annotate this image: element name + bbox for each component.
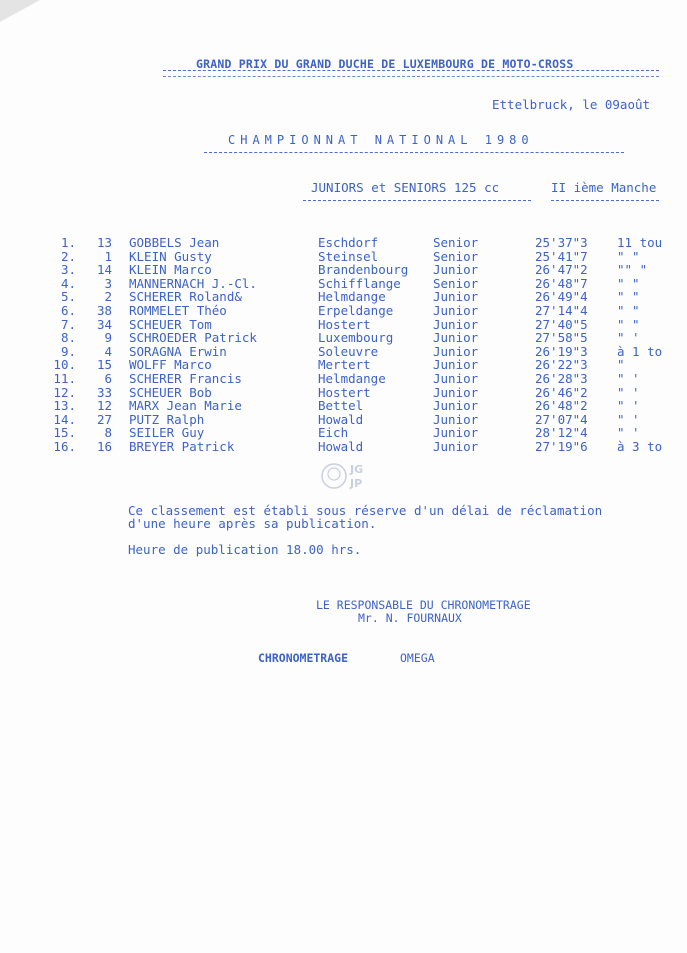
cell-town: Howald [318, 439, 364, 454]
cell-class: Junior [433, 357, 479, 373]
cell-num: 6 [104, 371, 112, 386]
reserve-note-line1: Ce classement est établi sous réserve d'un délai de réclamation [128, 503, 603, 518]
cell-num: 9 [104, 330, 112, 346]
cell-name: SCHEUER Tom [129, 316, 212, 332]
title-underline [163, 70, 659, 71]
cell-time: 26'28"3 [535, 371, 588, 386]
table-row [0, 345, 687, 359]
cell-name: SCHROEDER Patrick [129, 330, 257, 346]
cell-pos: 15. [53, 425, 76, 441]
cell-town: Hostert [318, 384, 371, 400]
title-underline-2 [163, 76, 659, 77]
cell-pos: 3. [60, 262, 76, 278]
cell-time: 27'58"5 [535, 330, 588, 346]
cell-class: Junior [433, 411, 479, 427]
cell-pos: 16. [53, 439, 76, 454]
cell-class: Junior [433, 425, 479, 441]
cell-town: Howald [318, 411, 364, 427]
cell-name: GOBBELS Jean [129, 235, 220, 250]
cell-time: 26'48"7 [535, 275, 588, 291]
cell-name: SCHERER Francis [129, 371, 242, 386]
cell-num: 12 [96, 398, 112, 414]
chrono-brand: OMEGA [400, 651, 435, 665]
cell-note: "" " [617, 262, 648, 278]
table-row [0, 263, 687, 277]
cell-note: " " [617, 303, 640, 318]
category-heading: JUNIORS et SENIORS 125 cc [311, 180, 500, 195]
cell-note: " " [617, 316, 640, 332]
manche-underline [551, 200, 659, 201]
table-row [0, 277, 687, 291]
cell-time: 27'40"5 [535, 316, 588, 332]
cell-pos: 9. [60, 343, 76, 359]
cell-town: Bettel [318, 398, 364, 414]
cell-note: " " [617, 289, 640, 305]
table-row [0, 358, 687, 372]
cell-time: 26'49"4 [535, 289, 588, 305]
cell-name: SEILER Guy [129, 425, 205, 441]
svg-text:JG: JG [350, 463, 364, 476]
cell-pos: 7. [60, 316, 76, 332]
cell-num: 27 [96, 411, 112, 427]
cell-town: Steinsel [318, 248, 379, 264]
folded-corner [0, 0, 40, 22]
cell-pos: 4. [60, 275, 76, 291]
chrono-label: CHRONOMETRAGE [258, 651, 349, 665]
table-row [0, 304, 687, 318]
cell-town: Helmdange [318, 289, 386, 305]
cell-time: 26'48"2 [535, 398, 588, 414]
cell-town: Eich [318, 425, 349, 441]
responsible-title: LE RESPONSABLE DU CHRONOMETRAGE [316, 598, 531, 612]
cell-note: " ' [617, 411, 640, 427]
cell-num: 33 [96, 384, 112, 400]
cell-time: 27'14"4 [535, 303, 588, 318]
cell-note: " " [617, 275, 640, 291]
championship-heading: CHAMPIONNAT NATIONAL 1980 [228, 133, 534, 147]
cell-note: " [617, 357, 625, 373]
cell-name: ROMMELET Théo [129, 303, 227, 318]
cell-num: 38 [96, 303, 112, 318]
cell-num: 3 [104, 275, 112, 291]
cell-time: 28'12"4 [535, 425, 588, 441]
cell-name: PUTZ Ralph [129, 411, 205, 427]
cell-class: Senior [433, 275, 479, 291]
cell-town: Brandenbourg [318, 262, 409, 278]
cell-time: 26'47"2 [535, 262, 588, 278]
cell-town: Helmdange [318, 371, 386, 386]
cell-name: SCHEUER Bob [129, 384, 212, 400]
cell-class: Junior [433, 343, 479, 359]
cell-town: Luxembourg [318, 330, 394, 346]
cell-time: 26'46"2 [535, 384, 588, 400]
table-row [0, 290, 687, 304]
cell-town: Schifflange [318, 275, 401, 291]
cell-pos: 6. [60, 303, 76, 318]
cell-num: 16 [96, 439, 112, 454]
table-row [0, 426, 687, 440]
cell-class: Junior [433, 316, 479, 332]
cell-num: 15 [96, 357, 112, 373]
cell-time: 26'22"3 [535, 357, 588, 373]
cell-name: MARX Jean Marie [129, 398, 242, 414]
cell-num: 1 [104, 248, 112, 264]
cell-name: MANNERNACH J.-Cl. [129, 275, 257, 291]
table-row [0, 250, 687, 264]
cell-class: Junior [433, 398, 479, 414]
cell-note: à 3 to [617, 439, 663, 454]
cell-class: Senior [433, 248, 479, 264]
cell-num: 8 [104, 425, 112, 441]
responsible-name: Mr. N. FOURNAUX [358, 611, 462, 625]
table-row [0, 440, 687, 454]
cell-class: Junior [433, 303, 479, 318]
cell-num: 34 [96, 316, 112, 332]
cell-time: 25'41"7 [535, 248, 588, 264]
cell-note: 11 tou [617, 235, 663, 250]
table-row [0, 413, 687, 427]
category-underline [303, 200, 531, 201]
cell-note: à 1 to [617, 343, 663, 359]
cell-num: 13 [96, 235, 112, 250]
place-date: Ettelbruck, le 09août [492, 97, 651, 112]
event-title: GRAND PRIX DU GRAND DUCHE DE LUXEMBOURG DE MOTO-CROSS [196, 57, 574, 71]
reserve-note-line2: d'une heure après sa publication. [128, 516, 377, 531]
cell-pos: 14. [53, 411, 76, 427]
cell-pos: 5. [60, 289, 76, 305]
cell-class: Junior [433, 371, 479, 386]
cell-town: Erpeldange [318, 303, 394, 318]
cell-name: SORAGNA Erwin [129, 343, 227, 359]
table-row [0, 399, 687, 413]
cell-time: 27'19"6 [535, 439, 588, 454]
cell-time: 27'07"4 [535, 411, 588, 427]
cell-pos: 13. [53, 398, 76, 414]
cell-num: 14 [96, 262, 112, 278]
cell-num: 4 [104, 343, 112, 359]
cell-name: WOLFF Marco [129, 357, 212, 373]
manche-heading: II ième Manche [551, 180, 657, 195]
cell-note: " ' [617, 425, 640, 441]
table-row [0, 386, 687, 400]
cell-name: KLEIN Gusty [129, 248, 212, 264]
championship-underline [204, 152, 624, 153]
cell-name: KLEIN Marco [129, 262, 212, 278]
cell-time: 25'37"3 [535, 235, 588, 250]
table-row [0, 236, 687, 250]
cell-pos: 11. [53, 371, 76, 386]
cell-time: 26'19"3 [535, 343, 588, 359]
cell-note: " " [617, 248, 640, 264]
cell-pos: 8. [60, 330, 76, 346]
cell-pos: 10. [53, 357, 76, 373]
cell-note: " ' [617, 371, 640, 386]
publication-time: Heure de publication 18.00 hrs. [128, 542, 362, 557]
cell-class: Junior [433, 439, 479, 454]
table-row [0, 372, 687, 386]
cell-class: Junior [433, 262, 479, 278]
svg-text:JP: JP [350, 477, 363, 490]
cell-class: Junior [433, 289, 479, 305]
cell-town: Soleuvre [318, 343, 379, 359]
cell-name: BREYER Patrick [129, 439, 235, 454]
cell-town: Mertert [318, 357, 371, 373]
cell-note: " ' [617, 384, 640, 400]
cell-pos: 2. [60, 248, 76, 264]
cell-note: " ' [617, 398, 640, 414]
table-row [0, 331, 687, 345]
cell-name: SCHERER Roland& [129, 289, 242, 305]
cell-note: " ' [617, 330, 640, 346]
cell-class: Junior [433, 384, 479, 400]
cell-town: Eschdorf [318, 235, 379, 250]
cell-class: Senior [433, 235, 479, 250]
stamp-logo [316, 458, 376, 494]
cell-pos: 1. [60, 235, 76, 250]
table-row [0, 318, 687, 332]
cell-pos: 12. [53, 384, 76, 400]
cell-class: Junior [433, 330, 479, 346]
cell-town: Hostert [318, 316, 371, 332]
cell-num: 2 [104, 289, 112, 305]
